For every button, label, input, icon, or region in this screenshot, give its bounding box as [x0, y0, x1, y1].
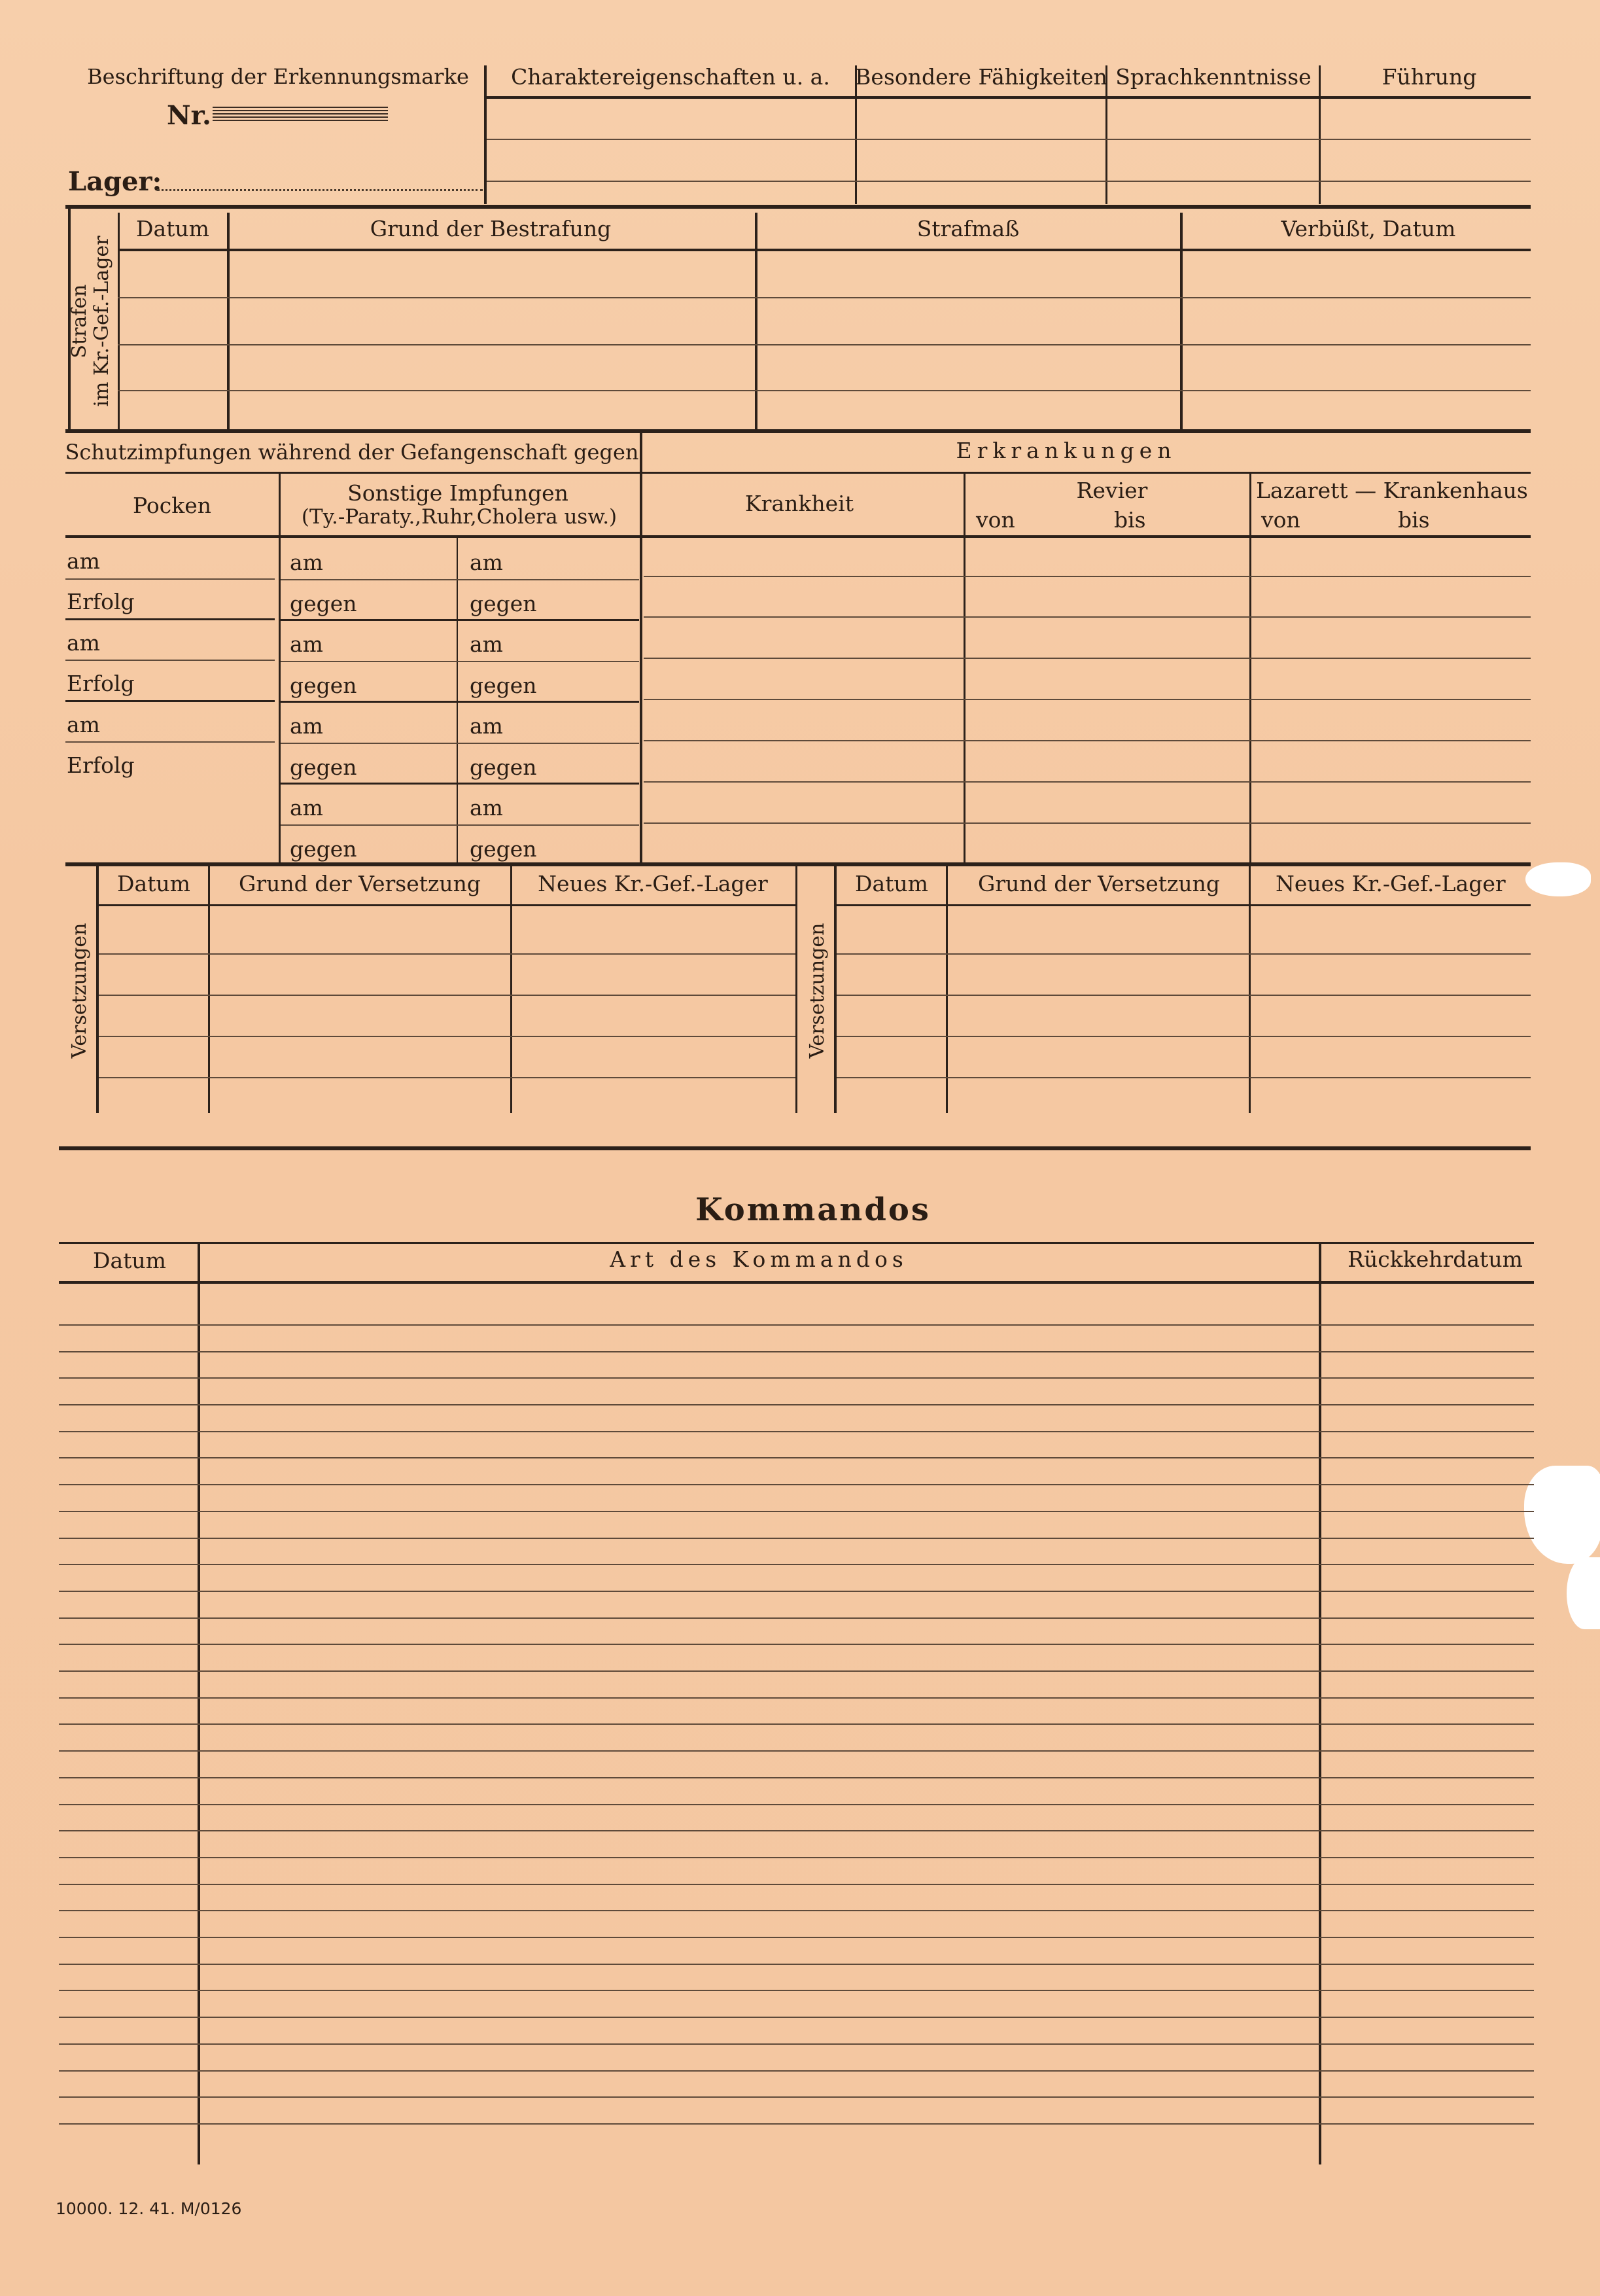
pocken-row: am [67, 712, 100, 737]
kommandos-row-line [59, 1990, 1534, 1991]
pocken-row: Erfolg [67, 671, 135, 696]
vers-right-col-datum: Datum [855, 871, 928, 896]
sonstige-row: am [470, 795, 503, 821]
kommandos-row-line [59, 1617, 1534, 1619]
kommandos-row-line [59, 1723, 1534, 1725]
sonstige-row: am [290, 550, 323, 575]
torn-hole [1524, 1466, 1600, 1564]
sonstige-row: gegen [470, 591, 537, 616]
strafen-side-label: Strafen im Kr.-Gef.-Lager [68, 236, 113, 407]
kommandos-row-line [59, 1564, 1534, 1565]
sonstige-row: am [470, 631, 503, 657]
col-sprachen: Sprachkenntnisse [1115, 64, 1312, 90]
sonstige-row: am [290, 631, 323, 657]
kommandos-row-line [59, 1457, 1534, 1458]
kommandos-row-line [59, 1830, 1534, 1831]
strafen-col-grund: Grund der Bestrafung [370, 216, 612, 241]
punch-hole [1525, 862, 1591, 896]
lazarett-bis: bis [1398, 507, 1430, 533]
strafen-col-datum: Datum [136, 216, 209, 241]
sonstige-row: gegen [290, 591, 357, 616]
col-krankheit: Krankheit [745, 491, 854, 516]
vers-right-col-neues: Neues Kr.-Gef.-Lager [1276, 871, 1506, 896]
sonstige-row: am [470, 713, 503, 739]
kommandos-row-line [59, 1804, 1534, 1805]
print-code: 10000. 12. 41. M/0126 [56, 2199, 242, 2218]
pocken-row: Erfolg [67, 752, 135, 778]
vers-left-col-neues: Neues Kr.-Gef.-Lager [538, 871, 768, 896]
col-revier: Revier [1076, 478, 1148, 503]
kommandos-row-line [59, 1964, 1534, 1965]
kommandos-row-line [59, 1644, 1534, 1645]
sonstige-row: am [290, 713, 323, 739]
komm-col-art: Art des Kommandos [610, 1246, 908, 1272]
revier-von: von [976, 507, 1015, 533]
kommandos-row-line [59, 1351, 1534, 1352]
kommandos-row-line [59, 1591, 1534, 1592]
kommandos-row-line [59, 1697, 1534, 1699]
sonstige-row: am [290, 795, 323, 821]
impfung-title: Schutzimpfungen während der Gefangenschaft gegen [65, 440, 639, 465]
vers-right-col-grund: Grund der Versetzung [977, 871, 1221, 896]
strafen-col-strafmass: Strafmaß [916, 216, 1020, 241]
kommandos-row-line [59, 1538, 1534, 1539]
kommandos-row-line [59, 1670, 1534, 1672]
kommandos-row-line [59, 1750, 1534, 1752]
label-lager: Lager: [68, 166, 162, 197]
kommandos-row-line [59, 1324, 1534, 1326]
sonstige-row: am [470, 550, 503, 575]
kommandos-row-line [59, 1857, 1534, 1858]
col-charakter: Charaktereigenschaften u. a. [511, 64, 830, 90]
kommandos-row-line [59, 2096, 1534, 2098]
erkrankungen-title: Erkrankungen [956, 438, 1177, 463]
komm-col-rueckkehr: Rückkehrdatum [1348, 1246, 1523, 1272]
vers-left-col-grund: Grund der Versetzung [238, 871, 481, 896]
col-pocken: Pocken [133, 493, 211, 518]
col-lazarett: Lazarett — Krankenhaus [1256, 478, 1528, 503]
kommandos-row-line [59, 1431, 1534, 1432]
strafen-col-verbuesst: Verbüßt, Datum [1281, 216, 1456, 241]
sonstige-row: gegen [470, 836, 537, 862]
kommandos-row-line [59, 2043, 1534, 2045]
nr-hatch-field [213, 107, 388, 121]
label-beschriftung: Beschriftung der Erkennungsmarke [87, 64, 469, 89]
kommandos-row-line [59, 2123, 1534, 2125]
sonstige-row: gegen [290, 836, 357, 862]
sonstige-row: gegen [470, 673, 537, 698]
label-nr: Nr. [167, 100, 211, 131]
versetzungen-side-label-right: Versetzungen [806, 923, 829, 1059]
komm-col-datum: Datum [93, 1248, 166, 1273]
kommandos-row-line [59, 1777, 1534, 1778]
pocken-row: Erfolg [67, 589, 135, 614]
rule-after-strafen [65, 429, 1531, 433]
rule-after-header [65, 205, 1531, 209]
lazarett-von: von [1261, 507, 1300, 533]
col-sonstige-1: Sonstige Impfungen [347, 480, 568, 506]
kommandos-row-line [59, 2070, 1534, 2072]
rule-after-impfung [65, 862, 1531, 866]
col-faehigkeiten: Besondere Fähigkeiten [855, 64, 1107, 90]
kommandos-row-line [59, 1910, 1534, 1911]
sonstige-row: gegen [290, 673, 357, 698]
kommandos-row-line [59, 2017, 1534, 2018]
kommandos-row-line [59, 1884, 1534, 1885]
lager-dotted-line [157, 189, 483, 191]
sonstige-row: gegen [470, 754, 537, 780]
col-fuehrung: Führung [1382, 64, 1477, 90]
sonstige-row: gegen [290, 754, 357, 780]
rule-before-kommandos [59, 1146, 1531, 1150]
kommandos-row-line [59, 1404, 1534, 1405]
kommandos-row-line [59, 1484, 1534, 1485]
kommandos-title: Kommandos [695, 1192, 931, 1228]
revier-bis: bis [1114, 507, 1146, 533]
pocken-row: am [67, 548, 100, 574]
kommandos-row-line [59, 1511, 1534, 1512]
versetzungen-side-label-left: Versetzungen [68, 923, 91, 1059]
vers-left-col-datum: Datum [117, 871, 190, 896]
col-sonstige-2: (Ty.-Paraty.,Ruhr,Cholera usw.) [301, 505, 617, 529]
kommandos-row-line [59, 1377, 1534, 1379]
torn-edge [1567, 1557, 1600, 1629]
kommandos-row-line [59, 1937, 1534, 1938]
pocken-row: am [67, 630, 100, 656]
